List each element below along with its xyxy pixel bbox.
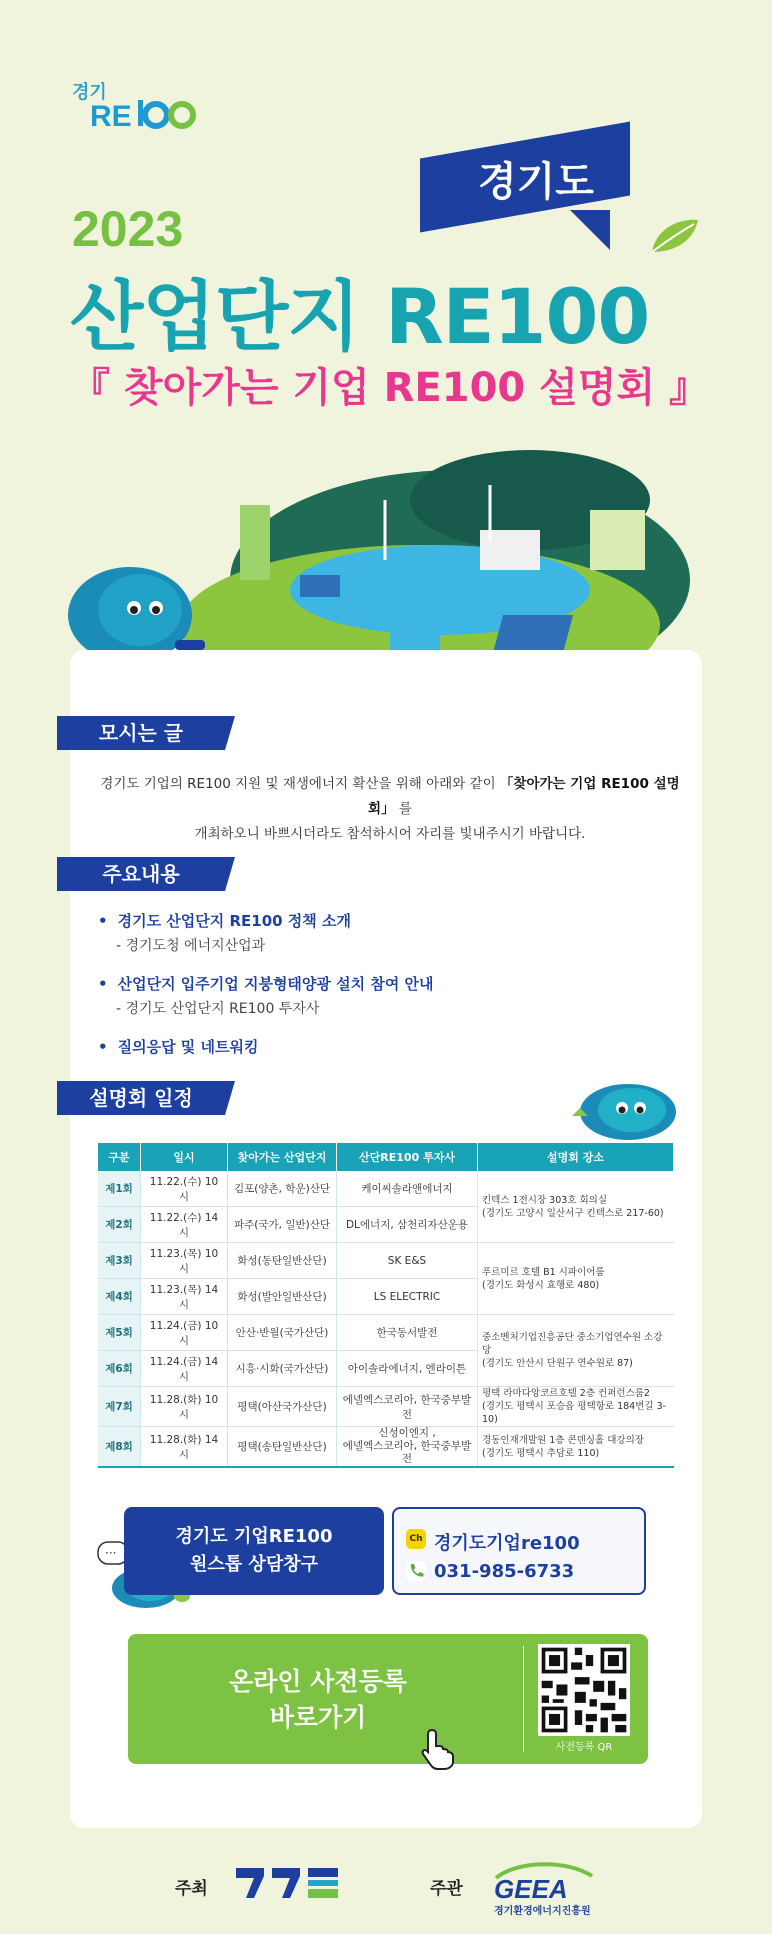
cell-complex: 평택(아산국가산단) bbox=[228, 1387, 337, 1427]
table-row bbox=[98, 1387, 674, 1427]
consult-line-2: 원스톱 상담창구 bbox=[190, 1554, 318, 1575]
kakao-channel-id: 경기도기업re100 bbox=[434, 1533, 580, 1554]
svg-text:···: ··· bbox=[105, 1546, 117, 1560]
greeting-event-name: 「찾아가는 기업 RE100 설명회」 bbox=[368, 776, 680, 817]
greeting-line-2: 개최하오니 바쁘시더라도 참석하시어 자리를 빛내주시기 바랍니다. bbox=[194, 826, 586, 842]
table-header-row bbox=[98, 1143, 674, 1171]
cell-venue bbox=[478, 1243, 674, 1315]
greeting-line-1-post: 를 bbox=[394, 801, 412, 817]
cell-round: 제5회 bbox=[98, 1315, 141, 1351]
hand-pointer-icon bbox=[418, 1726, 462, 1770]
greeting-line-1-pre: 경기도 기업의 RE100 지원 및 재생에너지 확산을 위해 아래와 같이 bbox=[100, 776, 500, 792]
cell-investor: 케이씨솔라앤에너지 bbox=[337, 1171, 478, 1207]
investor-line: 에넬엑스코리아, 한국중부발전 bbox=[342, 1440, 472, 1465]
cell-date: 11.24.(금) 14시 bbox=[141, 1351, 228, 1387]
qr-label: 사전등록 QR bbox=[555, 1742, 613, 1753]
agenda-item-title: • 산업단지 입주기업 지붕형태양광 설치 참여 안내 bbox=[98, 973, 678, 994]
cell-venue bbox=[478, 1387, 674, 1427]
col-header-round: 구분 bbox=[98, 1143, 141, 1171]
region-badge bbox=[420, 140, 640, 250]
cell-date: 11.23.(목) 14시 bbox=[141, 1279, 228, 1315]
event-year: 2023 bbox=[72, 201, 184, 257]
kakao-channel-icon: Ch bbox=[406, 1529, 426, 1549]
cell-investor: 한국동서발전 bbox=[337, 1315, 478, 1351]
venue-address: (경기도 안산시 단원구 연수원로 87) bbox=[482, 1358, 633, 1369]
leaf-icon bbox=[650, 218, 700, 254]
section-greeting-label: 모시는 글 bbox=[57, 716, 225, 750]
agenda-item-sub: - 경기도 산업단지 RE100 투자사 bbox=[116, 1001, 320, 1017]
agenda-list bbox=[98, 910, 678, 1075]
phone-number: 031-985-6733 bbox=[434, 1561, 575, 1582]
cell-complex: 파주(국가, 일반)산단 bbox=[228, 1207, 337, 1243]
cell-round: 제2회 bbox=[98, 1207, 141, 1243]
col-header-date: 일시 bbox=[141, 1143, 228, 1171]
cell-complex: 김포(양촌, 학운)산단 bbox=[228, 1171, 337, 1207]
table-row bbox=[98, 1315, 674, 1351]
schedule-table bbox=[98, 1143, 674, 1468]
cell-venue bbox=[478, 1171, 674, 1243]
cell-investor: LS ELECTRIC bbox=[337, 1279, 478, 1315]
cell-date: 11.28.(화) 10시 bbox=[141, 1387, 228, 1427]
page-subtitle: 『 찾아가는 기업 RE100 설명회 』 bbox=[70, 365, 710, 411]
cell-date: 11.22.(수) 10시 bbox=[141, 1171, 228, 1207]
cell-round: 제8회 bbox=[98, 1427, 141, 1468]
cell-complex: 시흥·시화(국가산단) bbox=[228, 1351, 337, 1387]
venue-address: (경기도 화성시 효행로 480) bbox=[482, 1279, 600, 1291]
online-registration-button[interactable] bbox=[128, 1634, 648, 1764]
venue-address: (경기도 평택시 포승읍 평택항로 184번길 3-10) bbox=[482, 1401, 667, 1425]
venue-address: (경기도 고양시 일산서구 킨텍스로 217-60) bbox=[482, 1207, 664, 1219]
consult-desk-button[interactable] bbox=[124, 1507, 384, 1595]
venue-address: (경기도 평택시 추담로 110) bbox=[482, 1447, 600, 1459]
page-title: 산업단지 RE100 bbox=[70, 272, 650, 361]
cell-round: 제6회 bbox=[98, 1351, 141, 1387]
agenda-item bbox=[98, 910, 678, 955]
geea-name: 경기환경에너지진흥원 bbox=[494, 1906, 591, 1917]
mascot-icon bbox=[560, 1082, 680, 1142]
greeting-text bbox=[90, 772, 690, 847]
consult-line-1: 경기도 기업RE100 bbox=[175, 1526, 333, 1547]
investor-line: 신성이엔지 , bbox=[378, 1427, 436, 1439]
logo-top-text: 경기 bbox=[72, 82, 107, 103]
geea-logo-text: GEEA bbox=[494, 1874, 568, 1904]
table-row bbox=[98, 1243, 674, 1279]
registration-qr-code[interactable] bbox=[538, 1644, 630, 1736]
registration-line-1: 온라인 사전등록 bbox=[229, 1667, 407, 1696]
re100-logo-icon bbox=[90, 96, 202, 136]
gyeonggi-do-logo bbox=[234, 1866, 340, 1900]
cell-round: 제4회 bbox=[98, 1279, 141, 1315]
contact-box bbox=[392, 1507, 646, 1595]
kakao-channel-row[interactable] bbox=[409, 1529, 580, 1555]
phone-icon bbox=[406, 1561, 426, 1581]
agenda-item-title: • 질의응답 및 네트워킹 bbox=[98, 1036, 678, 1057]
venue-name: 중소벤처기업진흥공단 중소기업연수원 소강당 bbox=[482, 1332, 663, 1356]
cell-round: 제1회 bbox=[98, 1171, 141, 1207]
col-header-venue: 설명회 장소 bbox=[478, 1143, 674, 1171]
cell-venue bbox=[478, 1427, 674, 1468]
cell-complex: 안산·반월(국가산단) bbox=[228, 1315, 337, 1351]
table-row bbox=[98, 1427, 674, 1468]
table-row bbox=[98, 1171, 674, 1207]
agenda-item bbox=[98, 973, 678, 1018]
cell-investor: DL에너지, 삼천리자산운용 bbox=[337, 1207, 478, 1243]
section-agenda-label: 주요내용 bbox=[57, 857, 225, 891]
greeting-line-1 bbox=[90, 772, 690, 822]
col-header-investor: 산단RE100 투자사 bbox=[337, 1143, 478, 1171]
svg-text:RE: RE bbox=[90, 100, 132, 133]
agenda-item bbox=[98, 1036, 678, 1057]
organizer-label: 주관 bbox=[430, 1879, 463, 1899]
cell-date: 11.28.(화) 14시 bbox=[141, 1427, 228, 1468]
cell-investor: 아이솔라에너지, 엔라이튼 bbox=[337, 1351, 478, 1387]
cell-investor bbox=[337, 1427, 478, 1468]
cell-complex: 화성(발안일반산단) bbox=[228, 1279, 337, 1315]
venue-name: 킨텍스 1전시장 303호 회의실 bbox=[482, 1194, 608, 1206]
agenda-item-sub: - 경기도청 에너지산업과 bbox=[116, 938, 266, 954]
cell-complex: 화성(동탄일반산단) bbox=[228, 1243, 337, 1279]
registration-divider bbox=[523, 1646, 524, 1752]
phone-row[interactable] bbox=[434, 1561, 574, 1582]
cell-investor: 에넬엑스코리아, 한국중부발전 bbox=[337, 1387, 478, 1427]
region-badge-text: 경기도 bbox=[478, 159, 594, 205]
cell-date: 11.23.(목) 10시 bbox=[141, 1243, 228, 1279]
cell-investor: SK E&S bbox=[337, 1243, 478, 1279]
cell-complex: 평택(송탄일반산단) bbox=[228, 1427, 337, 1468]
col-header-complex: 찾아가는 산업단지 bbox=[228, 1143, 337, 1171]
cell-date: 11.24.(금) 10시 bbox=[141, 1315, 228, 1351]
gyeonggi-re100-logo bbox=[72, 78, 202, 138]
cell-round: 제7회 bbox=[98, 1387, 141, 1427]
cell-round: 제3회 bbox=[98, 1243, 141, 1279]
geea-logo bbox=[488, 1858, 600, 1904]
host-label: 주최 bbox=[175, 1879, 208, 1899]
venue-name: 푸르미르 호텔 B1 시파이어룸 bbox=[482, 1266, 605, 1278]
agenda-item-title: • 경기도 산업단지 RE100 정책 소개 bbox=[98, 910, 678, 931]
cell-venue bbox=[478, 1315, 674, 1387]
venue-name: 경동인재개발원 1층 콘덴싱홀 대강의장 bbox=[482, 1434, 644, 1446]
registration-line-2: 바로가기 bbox=[269, 1703, 367, 1732]
cell-date: 11.22.(수) 14시 bbox=[141, 1207, 228, 1243]
venue-name: 평택 라마다앙코르호텔 2층 컨퍼런스룸2 bbox=[482, 1388, 650, 1399]
section-schedule-label: 설명회 일정 bbox=[57, 1081, 225, 1115]
